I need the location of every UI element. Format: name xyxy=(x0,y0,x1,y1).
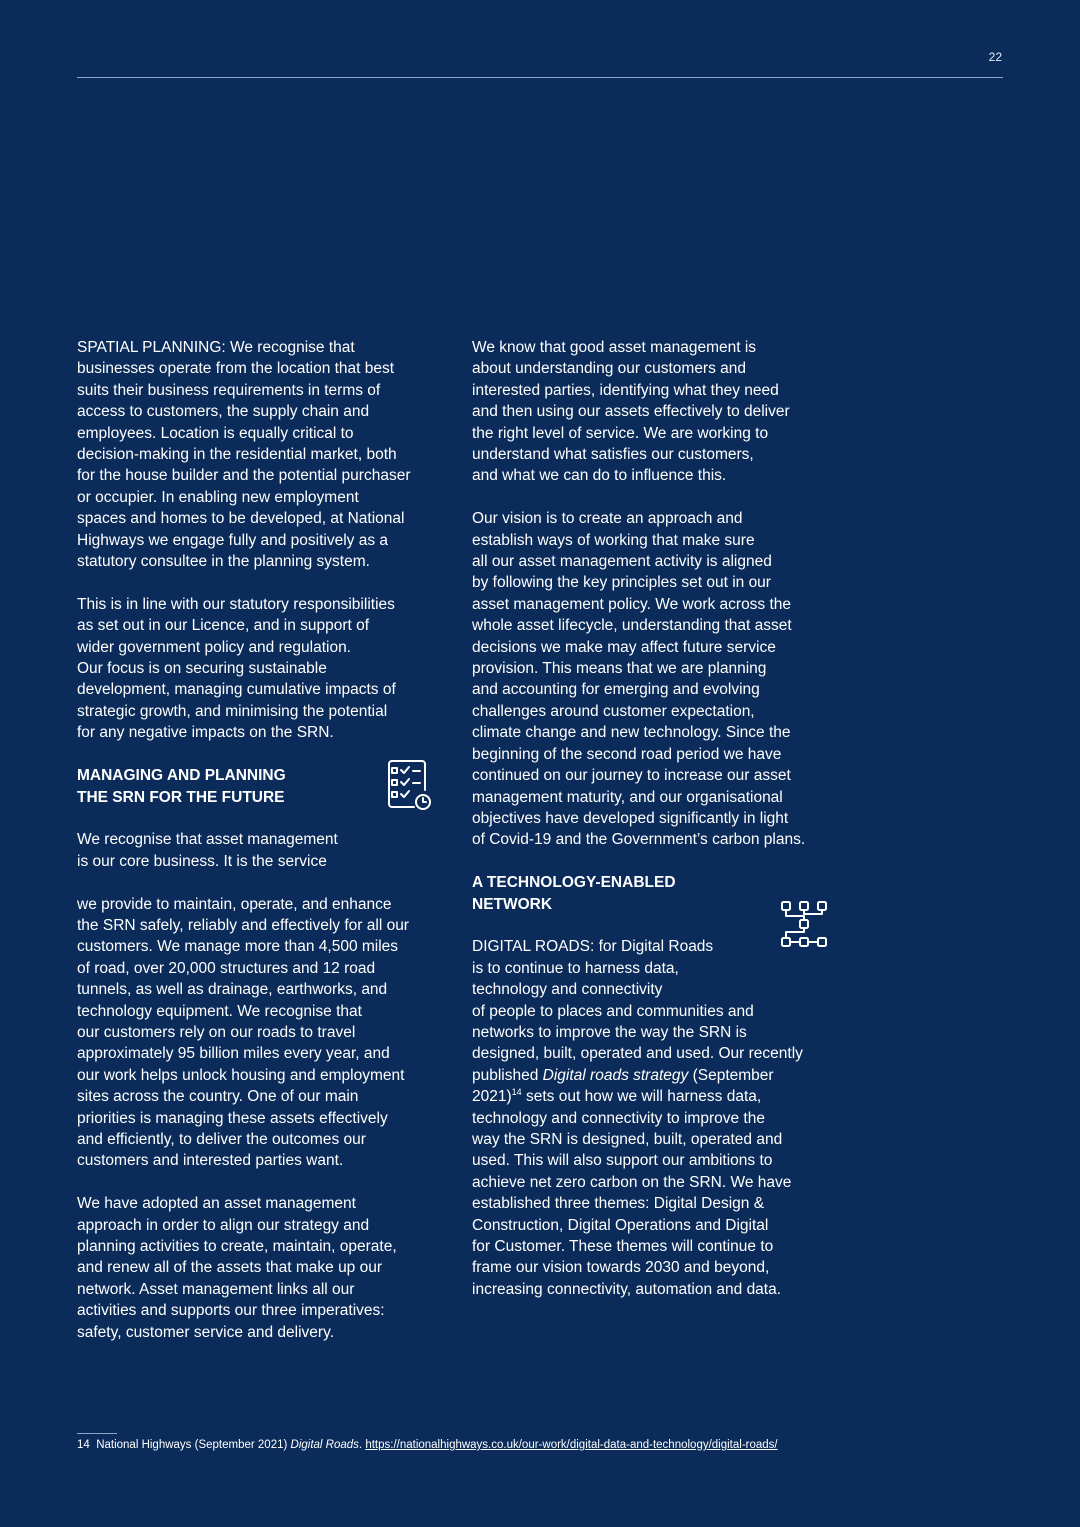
spatial-planning-paragraph: SPATIAL PLANNING: We recognise that businesses operate from the location that best suits their business requirements in terms of access to customers, the supply chain and employees. Location is equally critical to decision-making in the residential market, both for the house builder and the potential purchaser or occupier. In enabling new employment spaces and homes to be developed, at National Highways we engage fully and positively as a statutory consultee in the planning system. xyxy=(77,339,411,571)
digital-network-icon xyxy=(780,900,828,948)
managing-heading-block xyxy=(77,765,449,808)
digital-roads-strategy-title: Digital roads strategy xyxy=(542,1066,689,1084)
service-paragraph: we provide to maintain, operate, and enhance the SRN safely, reliably and effectively for all our customers. We manage more than 4,500 miles of road, over 20,000 structures and 12 road tunnels, as well as drainage, earthworks, and technology equipment. We recognise that our customers rely on our roads to travel approximately 95 billion miles every year, and our work helps unlock housing and employment sites across the country. One of our main priorities is managing these assets effectively and efficiently, to deliver the outcomes our customers and interested parties want. xyxy=(77,895,409,1170)
footnote-text-a: National Highways (September 2021) xyxy=(96,1439,291,1451)
footnote-italic-title: Digital Roads xyxy=(290,1439,359,1451)
left-column xyxy=(77,337,449,1364)
footnote-ref[interactable]: 14 xyxy=(511,1087,522,1098)
right-column xyxy=(472,337,844,1322)
footnote-link[interactable]: https://nationalhighways.co.uk/our-work/digital-data-and-technology/digital-roads/ xyxy=(365,1439,778,1451)
digital-roads-text-a: DIGITAL ROADS: for Digital Roads is to continue to harness data, technology and connectivity of people to places and communities and networks to improve the way the SRN is designed, built, operated and used. Our recently published xyxy=(472,938,803,1084)
footnote-number: 14 xyxy=(77,1439,90,1451)
technology-network-heading: A TECHNOLOGY-ENABLED NETWORK xyxy=(472,874,676,913)
statutory-paragraph: This is in line with our statutory responsibilities as set out in our Licence, and in support of wider government policy and regulation. Our focus is on securing sustainable development, managing cumulative impacts of strategic growth, and minimising the potential for any negative impacts on the SRN. xyxy=(77,595,396,742)
footnote-text-b: . xyxy=(358,1439,366,1451)
header-divider xyxy=(77,77,1003,78)
core-business-paragraph: We recognise that asset management is our core business. It is the service xyxy=(77,831,338,870)
footnote xyxy=(77,1438,778,1453)
managing-planning-heading: MANAGING AND PLANNING THE SRN FOR THE FUTURE xyxy=(77,767,286,806)
digital-roads-paragraph xyxy=(472,936,844,1300)
vision-paragraph: Our vision is to create an approach and establish ways of working that make sure all our asset management activity is aligned by following the key principles set out in our asset management policy. We work across the whole asset lifecycle, understanding that asset decisions we make may affect future service provision. This means that we are planning and accounting for emerging and evolving challenges around customer expectation, climate change and new technology. Since the beginning of the second road period we have continued on our journey to increase our asset management maturity, and our organisational objectives have developed significantly in light of Covid-19 and the Government’s carbon plans. xyxy=(472,510,806,849)
footnote-divider xyxy=(77,1433,117,1434)
page-number: 22 xyxy=(988,50,1002,64)
checklist-clock-icon xyxy=(384,757,434,813)
digital-roads-text-b: (September 2021) xyxy=(472,1066,774,1106)
technology-heading-block xyxy=(472,872,844,915)
digital-roads-text-c: sets out how we will harness data, technology and connectivity to improve the way the SRN is designed, built, operated and used. This will also support our ambitions to achieve net zero carbon on the SRN. We have established three themes: Digital Design & Construction, Digital Operations and Digital for Customer. These themes will continue to frame our vision towards 2030 and beyond, increasing connectivity, automation and data. xyxy=(472,1088,792,1298)
good-asset-management-paragraph: We know that good asset management is about understanding our customers and interested parties, identifying what they need and then using our assets effectively to deliver the right level of service. We are working to understand what satisfies our customers, and what we can do to influence this. xyxy=(472,339,790,485)
asset-approach-paragraph: We have adopted an asset management approach in order to align our strategy and planning activities to create, maintain, operate, and renew all of the assets that make up our network. Asset management links all our activities and supports our three imperatives: safety, customer service and delivery. xyxy=(77,1195,397,1341)
